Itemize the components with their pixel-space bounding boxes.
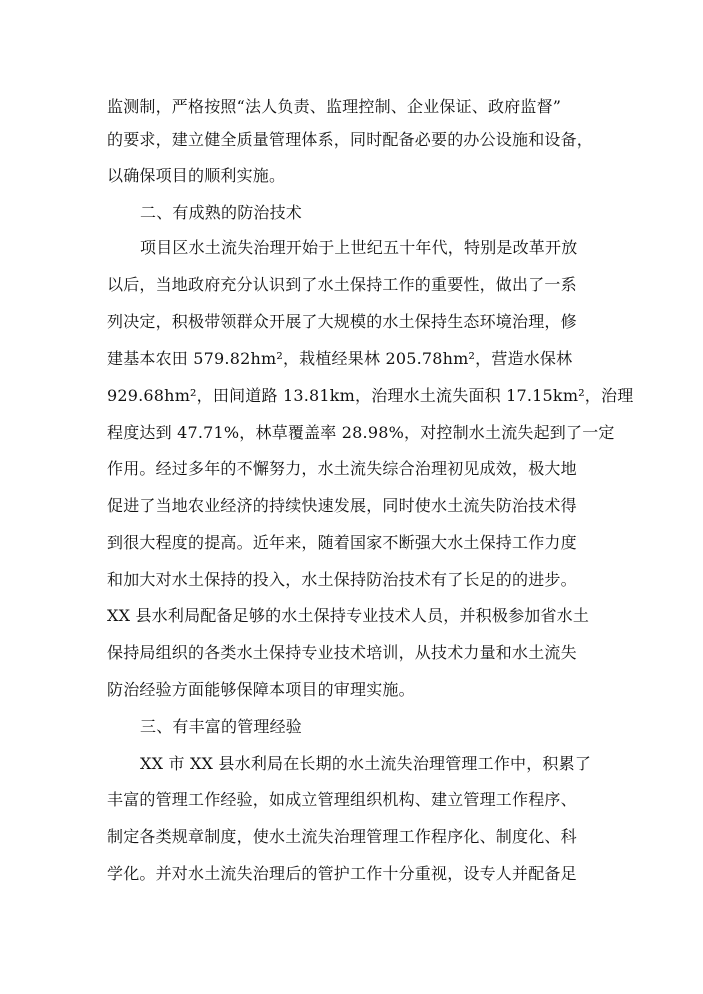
text-line: 保持局组织的各类水土保持专业技术培训，从技术力量和水土流失 [107,643,577,662]
text-line: XX 县水利局配备足够的水土保持专业技术人员，并积极参加省水土 [107,606,590,625]
text-line: 和加大对水土保持的投入，水土保持防治技术有了长足的的进步。 [107,570,577,589]
text-line: 丰富的管理工作经验，如成立管理组织机构、建立管理工作程序、 [107,790,577,809]
text-line: 建基本农田 579.82hm²，栽植经果林 205.78hm²，营造水保林 [107,349,573,368]
text-line: 作用。经过多年的不懈努力，水土流失综合治理初见成效，极大地 [107,459,577,478]
text-line: 以后，当地政府充分认识到了水土保持工作的重要性，做出了一系 [107,275,577,294]
text-line: 项目区水土流失治理开始于上世纪五十年代，特别是改革开放 [140,238,578,257]
text-line: 的要求，建立健全质量管理体系，同时配备必要的办公设施和设备， [107,130,594,149]
text-line: 以确保项目的顺利实施。 [107,166,286,185]
text-line: 制定各类规章制度，使水土流失治理管理工作程序化、制度化、科 [107,827,577,846]
text-line: 列决定，积极带领群众开展了大规模的水土保持生态环境治理，修 [107,312,577,331]
section-heading: 三、有丰富的管理经验 [140,717,303,736]
text-line: 929.68hm²，田间道路 13.81km，治理水土流失面积 17.15km²，治理 [107,386,634,405]
text-line: 促进了当地农业经济的持续快速发展，同时使水土流失防治技术得 [107,496,577,515]
text-line: XX 市 XX 县水利局在长期的水土流失治理管理工作中，积累了 [140,754,592,773]
text-line: 学化。并对水土流失治理后的管护工作十分重视，设专人并配备足 [107,864,577,883]
text-line: 防治经验方面能够保障本项目的审理实施。 [107,680,415,699]
text-line: 监测制，严格按照“法人负责、监理控制、企业保证、政府监督” [107,97,562,116]
text-line: 程度达到 47.71%，林草覆盖率 28.98%，对控制水土流失起到了一定 [107,423,615,442]
text-line: 到很大程度的提高。近年来，随着国家不断强大水土保持工作力度 [107,533,577,552]
section-heading: 二、有成熟的防治技术 [140,203,303,222]
